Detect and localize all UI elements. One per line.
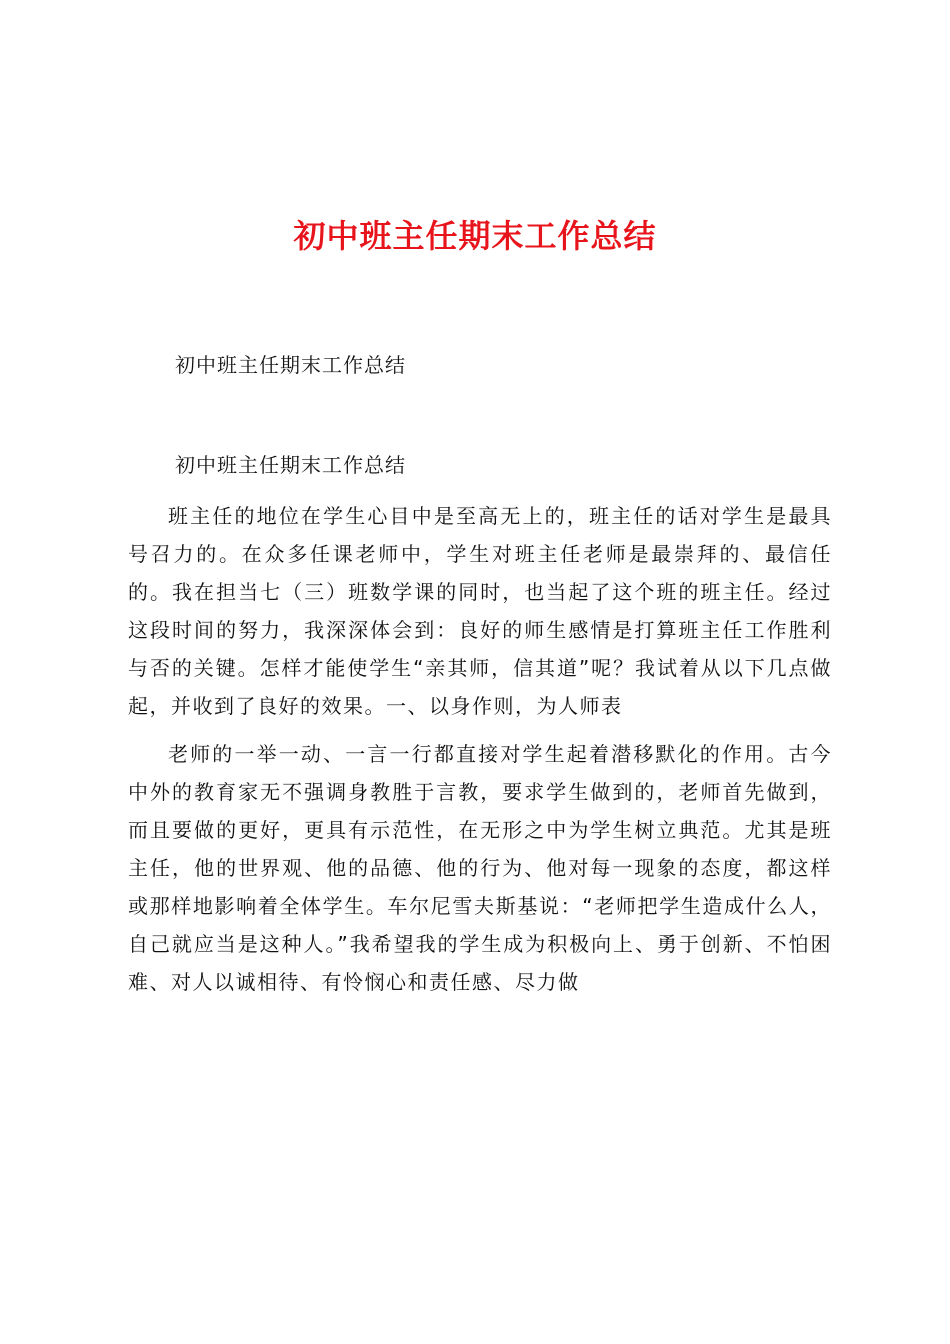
paragraph-1: 班主任的地位在学生心目中是至高无上的，班主任的话对学生是最具号召力的。在众多任课老师中，学生对班主任老师是最崇拜的、最信任的。我在担当七（三）班数学课的同时，也当起了这个班的班主任。经过这段时间的努力，我深深体会到：良好的师生感情是打算班主任工作胜利与否的关键。怎样才能使学生“亲其师，信其道”呢？我试着从以下几点做起，并收到了良好的效果。一、以身作则，为人师表	[128, 504, 832, 718]
subtitle-1: 初中班主任期末工作总结	[175, 353, 406, 377]
paragraph-2: 老师的一举一动、一言一行都直接对学生起着潜移默化的作用。古今中外的教育家无不强调身教胜于言教，要求学生做到的，老师首先做到，而且要做的更好，更具有示范性，在无形之中为学生树立典范。尤其是班主任，他的世界观、他的品德、他的行为、他对每一现象的态度，都这样或那样地影响着全体学生。车尔尼雪夫斯基说：“老师把学生造成什么人，自己就应当是这种人。”我希望我的学生成为积极向上、勇于创新、不怕困难、对人以诚相待、有怜悯心和责任感、尽力做	[128, 742, 832, 994]
subtitle-2: 初中班主任期末工作总结	[175, 453, 406, 477]
document-title: 初中班主任期末工作总结	[293, 217, 657, 255]
document-body	[128, 497, 832, 1011]
